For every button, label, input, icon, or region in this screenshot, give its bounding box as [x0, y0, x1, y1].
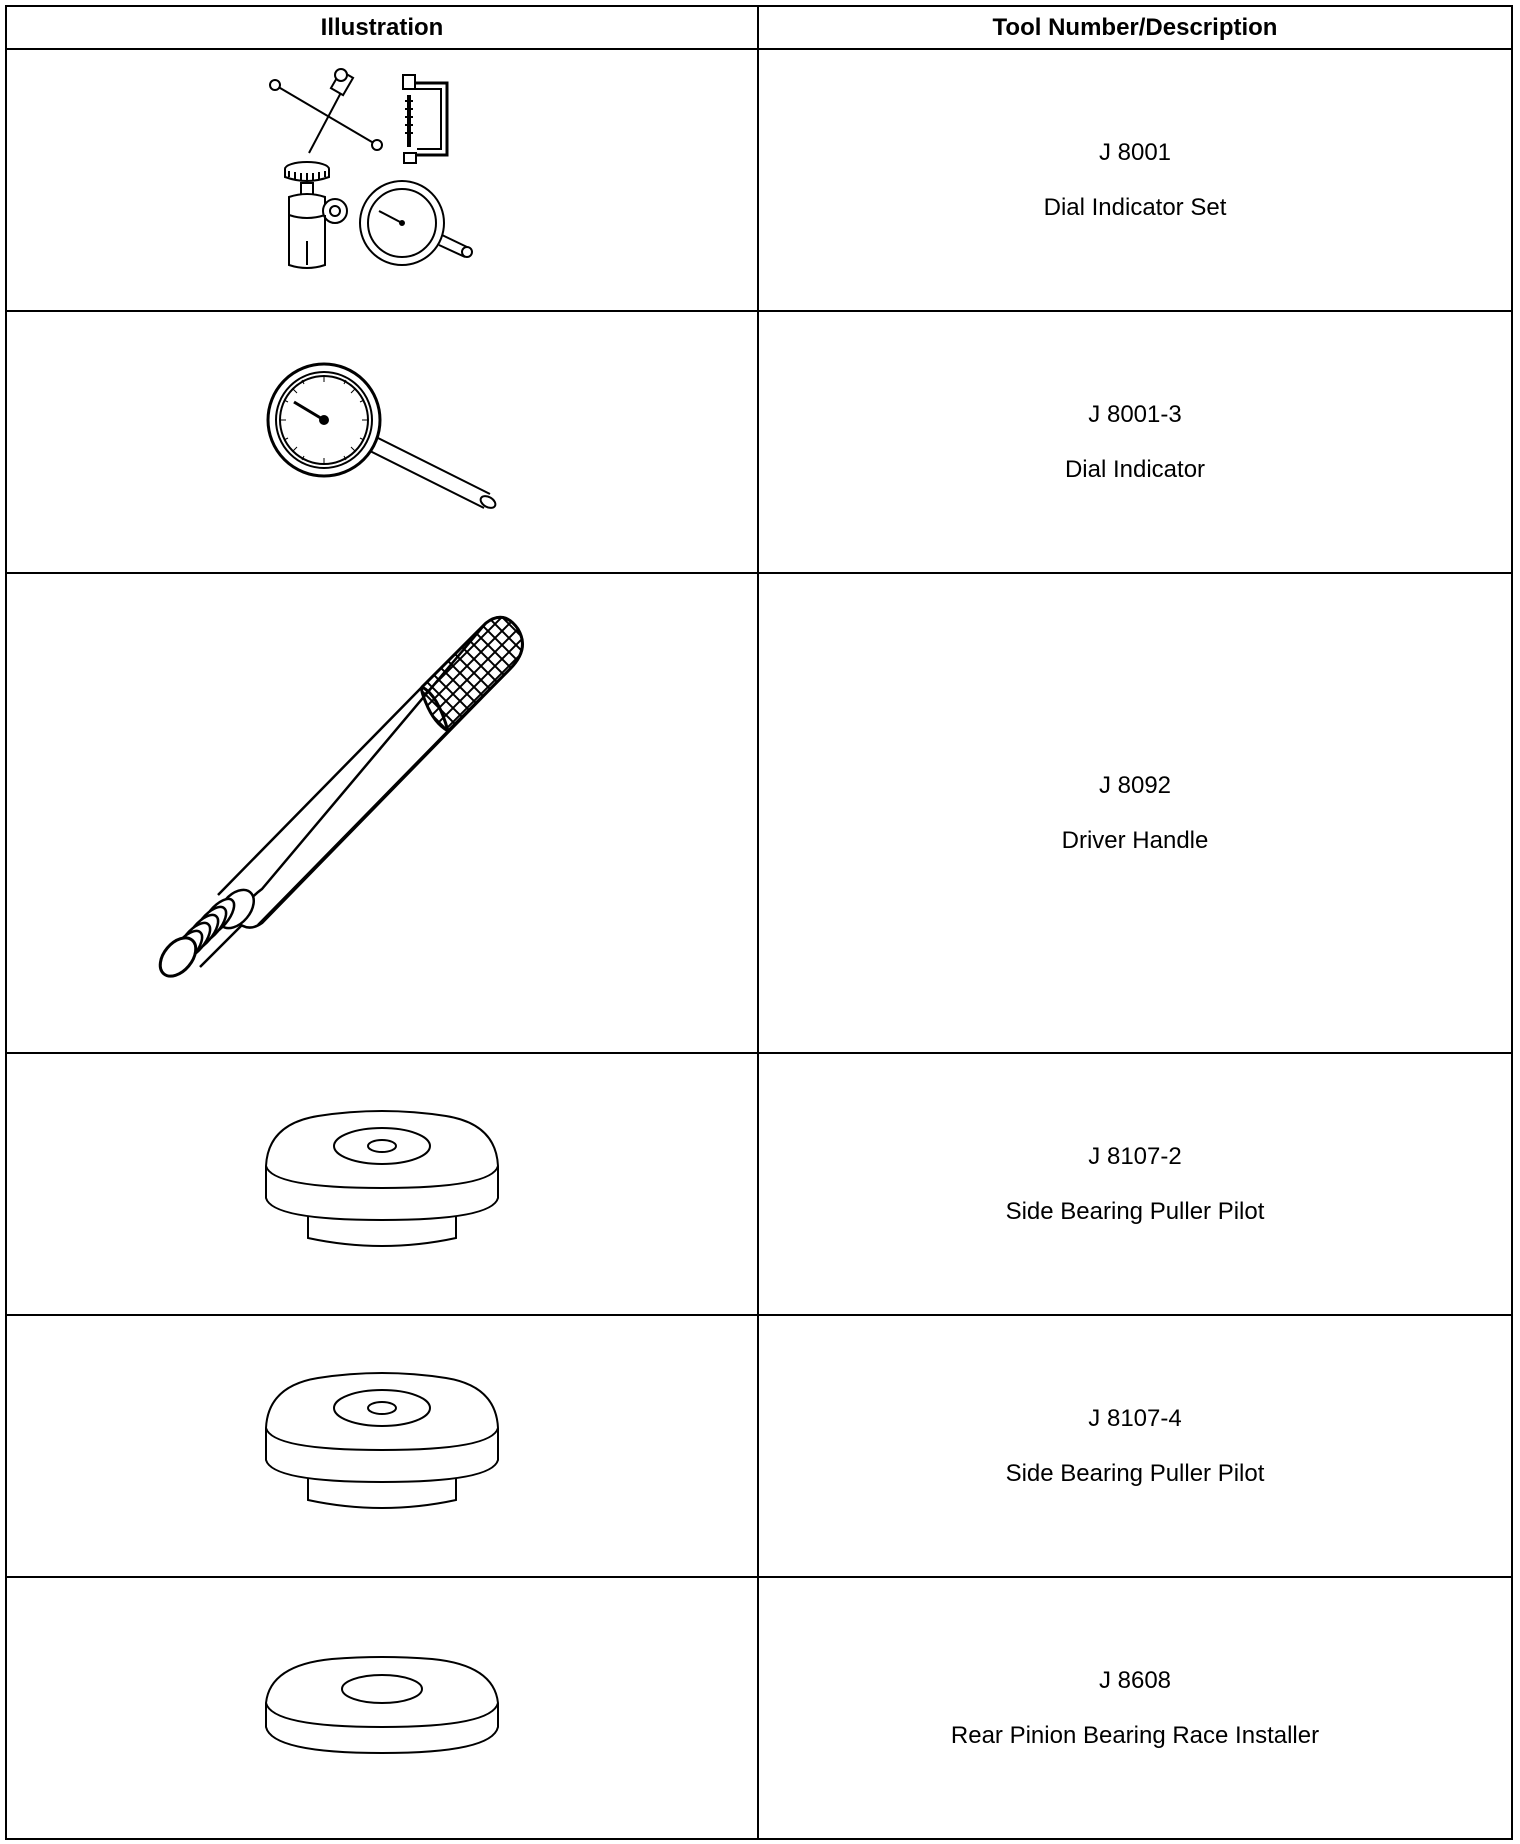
tool-info-cell [758, 1053, 1512, 1315]
table-row [6, 311, 1512, 573]
special-tools-table [5, 5, 1513, 1840]
puller-pilot-icon [262, 1104, 502, 1264]
tool-info-cell [758, 1315, 1512, 1577]
driver-handle-icon [152, 603, 612, 1023]
tool-info-cell [758, 311, 1512, 573]
tool-number: J 8001 [1098, 138, 1172, 166]
tool-description: Side Bearing Puller Pilot [1005, 1197, 1265, 1225]
illustration-cell [6, 49, 758, 311]
illustration-cell [6, 1315, 758, 1577]
tool-number: J 8001-3 [1088, 400, 1182, 428]
header-illustration: Illustration [6, 6, 758, 49]
tool-info-cell [758, 1577, 1512, 1839]
dial-indicator-icon [262, 352, 502, 532]
tool-description: Rear Pinion Bearing Race Installer [950, 1721, 1320, 1749]
table-row [6, 573, 1512, 1053]
tool-description: Side Bearing Puller Pilot [1005, 1459, 1265, 1487]
table-row [6, 1577, 1512, 1839]
header-row [6, 6, 1512, 49]
table-row [6, 49, 1512, 311]
tool-number: J 8107-4 [1088, 1404, 1182, 1432]
table-row [6, 1315, 1512, 1577]
tool-description: Driver Handle [1061, 826, 1209, 854]
tool-number: J 8608 [1098, 1666, 1172, 1694]
table-row [6, 1053, 1512, 1315]
tool-info-cell [758, 573, 1512, 1053]
illustration-cell [6, 311, 758, 573]
illustration-cell [6, 1053, 758, 1315]
puller-pilot-icon [262, 1366, 502, 1526]
tool-number: J 8107-2 [1088, 1142, 1182, 1170]
race-installer-icon [262, 1653, 502, 1763]
illustration-cell [6, 1577, 758, 1839]
dial-indicator-set-icon [267, 65, 497, 295]
illustration-cell [6, 573, 758, 1053]
tool-info-cell [758, 49, 1512, 311]
tool-description: Dial Indicator Set [1043, 193, 1227, 221]
header-tool-number-description: Tool Number/Description [758, 6, 1512, 49]
tool-description: Dial Indicator [1064, 455, 1206, 483]
tool-number: J 8092 [1098, 771, 1172, 799]
